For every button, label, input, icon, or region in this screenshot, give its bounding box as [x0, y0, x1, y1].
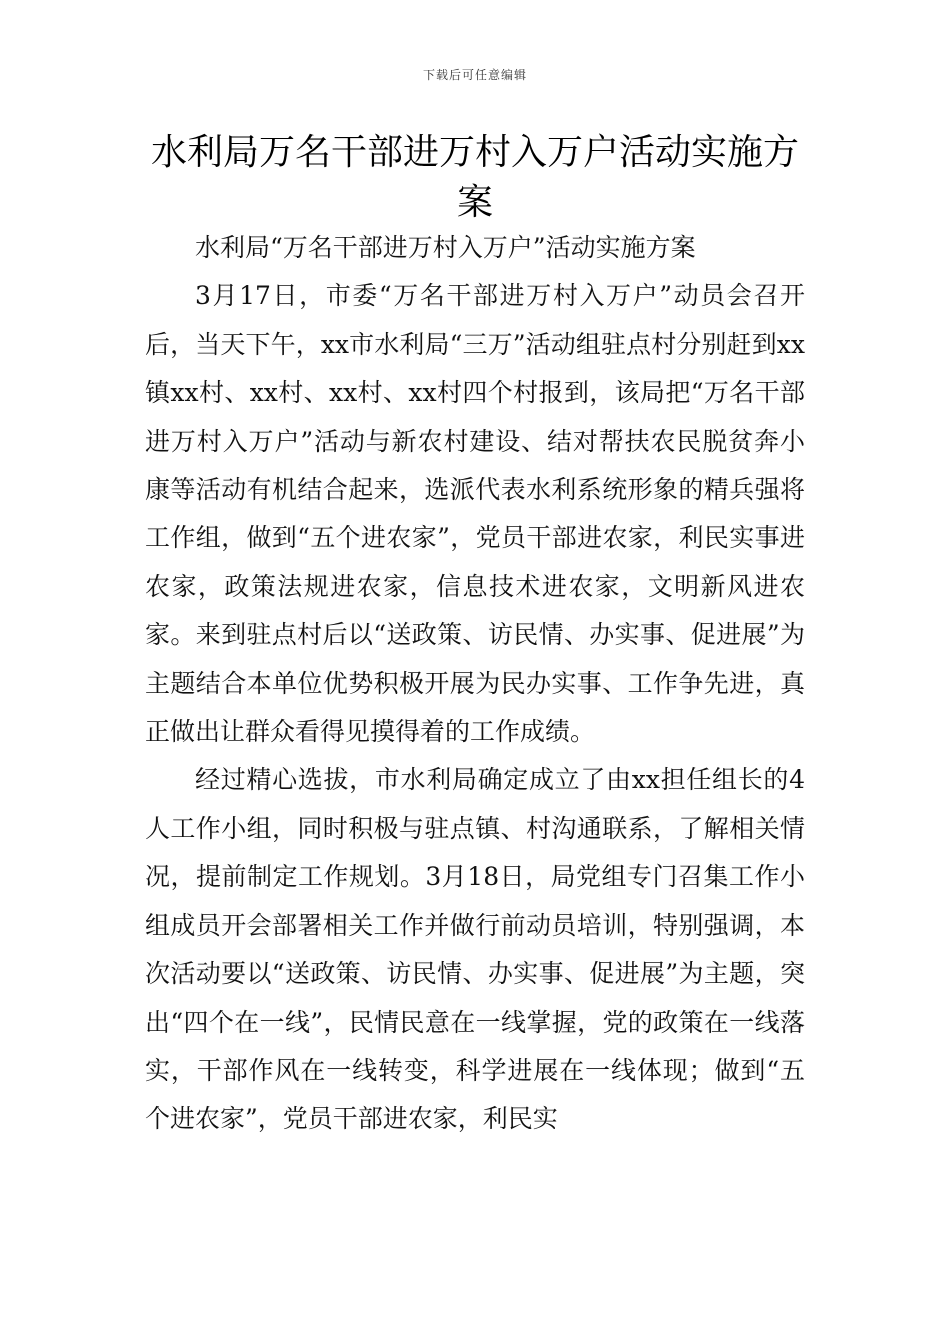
header-note: 下载后可任意编辑 — [422, 68, 527, 82]
body-paragraph: 经过精心选拔，市水利局确定成立了由xx担任组长的4人工作小组，同时积极与驻点镇、村沟通联系，了解相关情况，提前制定工作规划。3月18日，局党组专门召集工作小组成员开会部署相关工作并做行前动员培训，特别强调，本次活动要以“送政策、访民情、办实事、促进展”为主题，突出“四个在一线”，民情民意在一线掌握，党的政策在一线落实，干部作风在一线转变，科学进展在一线体现；做到“五个进农家”，党员干部进农家，利民实 — [145, 765, 805, 1134]
subtitle-paragraph: 水利局“万名干部进万村入万户”活动实施方案 — [195, 233, 696, 262]
document-title: 水利局万名干部进万村入万户活动实施方案 — [150, 132, 799, 223]
body-paragraph: 3月17日，市委“万名干部进万村入万户”动员会召开后，当天下午，xx市水利局“三万”活动组驻点村分别赶到xx镇xx村、xx村、xx村、xx村四个村报到，该局把“万名干部进万村入万户”活动与新农村建设、结对帮扶农民脱贫奔小康等活动有机结合起来，选派代表水利系统形象的精兵强将工作组，做到“五个进农家”，党员干部进农家，利民实事进农家，政策法规进农家，信息技术进农家，文明新风进农家。来到驻点村后以“送政策、访民情、办实事、促进展”为主题结合本单位优势积极开展为民办实事、工作争先进，真正做出让群众看得见摸得着的工作成绩。 — [145, 281, 805, 747]
document-body — [145, 224, 805, 1144]
